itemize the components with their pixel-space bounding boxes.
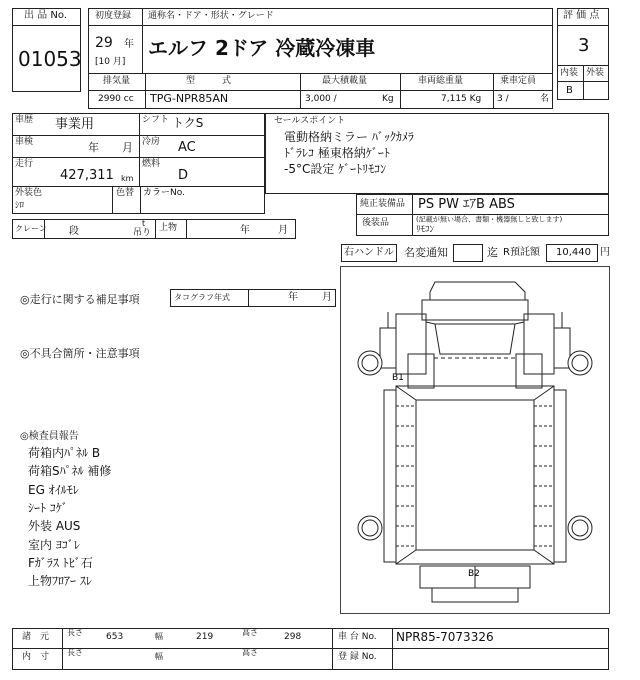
history-label: 車歴 <box>15 115 34 125</box>
crane-stage: 段 <box>69 226 79 237</box>
inspector-line: EG ｵｲﾙﾓﾚ <box>28 483 79 497</box>
crane-ton: t <box>142 219 146 228</box>
recycle-unit: 円 <box>600 247 610 258</box>
inspector-line: Fｶﾞﾗｽ ﾄﾋﾞ石 <box>28 556 93 570</box>
capacity-value: 3 / <box>497 94 509 104</box>
inspection-label: 車検 <box>15 137 34 147</box>
genuine-equipment-value: PS PW ｴｱB ABS <box>418 197 515 212</box>
length-value: 653 <box>106 632 124 642</box>
shift-label: シフト <box>142 115 170 125</box>
inspector-line: 外装 AUS <box>28 519 81 533</box>
specs-label: 諸 元 <box>22 632 50 642</box>
max-load-label: 最大積載量 <box>322 76 368 86</box>
max-load-value: 3,000 / <box>305 94 337 104</box>
sales-points-label: セールスポイント <box>274 116 346 126</box>
ac-value: AC <box>178 140 196 155</box>
chassis-value: NPR85-7073326 <box>396 630 494 644</box>
inspector-line: 室内 ﾖｺﾞﾚ <box>28 538 80 552</box>
grade-value: 3 <box>578 35 590 56</box>
gross-weight-value: 7,115 Kg <box>441 94 482 104</box>
length-label: 長さ <box>67 628 83 637</box>
first-reg-year: 29 <box>95 35 113 51</box>
aftermarket-label: 後装品 <box>362 218 390 228</box>
upper-year: 年 <box>240 225 250 236</box>
crane-row-box <box>12 219 296 239</box>
grade-label: 評 価 点 <box>563 10 600 21</box>
color-number-label: カラーNo. <box>143 188 185 198</box>
upper-label: 上物 <box>159 223 178 233</box>
lot-label: 出 品 No. <box>24 10 67 21</box>
crane-hang: 吊り <box>133 228 152 238</box>
damage-mark-b2: B2 <box>468 569 480 579</box>
history-value: 事業用 <box>55 117 95 132</box>
sales-point-line: ﾄﾞﾗﾚｺ 極東格納ｹﾞｰﾄ <box>284 146 390 160</box>
first-reg-label: 初度登録 <box>95 11 132 21</box>
inspector-line: ｼｰﾄ ｺｹﾞ <box>28 501 68 515</box>
width-value: 219 <box>196 632 214 642</box>
color-change-label: 色替 <box>116 188 135 198</box>
inner-height-label: 高さ <box>242 648 258 657</box>
registration-label: 登 録 No. <box>338 652 377 662</box>
inner-length-label: 長さ <box>67 648 83 657</box>
recycle-label: R預託額 <box>503 247 540 258</box>
sales-point-line: 電動格納ミラー ﾊﾞｯｸｶﾒﾗ <box>284 130 414 144</box>
interior-grade: B <box>566 85 573 96</box>
steering-value: 右ハンドル <box>344 247 394 258</box>
car-name-label: 通称名・ドア・形状・グレード <box>148 11 274 21</box>
car-name: エルフ 2ドア 冷蔵冷凍車 <box>148 36 376 60</box>
inner-dims-label: 内 寸 <box>22 652 50 662</box>
ac-label: 冷房 <box>142 137 161 147</box>
gross-weight-label: 車両総重量 <box>418 76 464 86</box>
upper-month: 月 <box>278 225 288 236</box>
tachograph-year: 年 <box>288 292 298 303</box>
mileage-unit: km <box>121 174 134 183</box>
max-load-unit: Kg <box>382 94 394 104</box>
model-value: TPG-NPR85AN <box>150 92 229 105</box>
inspector-report-label: ◎検査員報告 <box>20 431 79 442</box>
aftermarket-value: ﾘﾓｺﾝ <box>416 225 435 235</box>
inner-width-label: 幅 <box>155 652 163 661</box>
capacity-unit: 名 <box>540 94 550 104</box>
model-label: 型 式 <box>186 76 232 86</box>
ext-color-label: 外装色 <box>15 188 43 198</box>
ext-color-value: ｼﾛ <box>15 201 25 211</box>
first-reg-year-unit: 年 <box>124 39 134 50</box>
exterior-label: 外装 <box>586 68 605 78</box>
dimensions-box <box>12 628 609 670</box>
sales-point-line: -5°C設定 ｹﾞｰﾄﾘﾓｺﾝ <box>284 162 387 176</box>
defects-label: ◎不具合箇所・注意事項 <box>20 347 140 360</box>
height-value: 298 <box>284 632 302 642</box>
inspector-line: 荷箱Sﾊﾟﾈﾙ 補修 <box>28 464 112 478</box>
truck-diagram <box>340 266 610 614</box>
capacity-label: 乗車定員 <box>500 76 537 86</box>
inspection-year: 年 <box>88 141 99 154</box>
driving-notes-label: ◎走行に関する補足事項 <box>20 293 140 306</box>
mileage-label: 走行 <box>15 159 34 169</box>
fuel-label: 燃料 <box>142 159 161 169</box>
mileage-value: 427,311 <box>60 168 114 183</box>
lot-number: 01053 <box>18 47 82 71</box>
inspection-month: 月 <box>122 141 133 154</box>
displacement-value: 2990 cc <box>98 94 134 104</box>
recycle-amount: 10,440 <box>556 247 591 258</box>
genuine-equipment-label: 純正装備品 <box>360 199 406 209</box>
name-change-label: 名変通知 <box>404 246 448 259</box>
chassis-label: 車 台 No. <box>338 632 377 642</box>
interior-label: 内装 <box>560 68 579 78</box>
deadline-label: 迄 <box>487 246 498 259</box>
width-label: 幅 <box>155 632 163 641</box>
inspector-line: 荷箱内ﾊﾟﾈﾙ B <box>28 446 101 460</box>
first-reg-month: [10 月] <box>95 57 126 67</box>
fuel-value: D <box>178 168 189 183</box>
height-label: 高さ <box>242 628 258 637</box>
name-change-deadline-box <box>453 244 483 262</box>
displacement-label: 排気量 <box>103 76 131 86</box>
shift-value: トクS <box>172 116 204 130</box>
tachograph-month: 月 <box>322 292 332 303</box>
crane-label: クレーン <box>15 224 47 233</box>
damage-mark-b1: B1 <box>392 373 404 383</box>
inspector-line: 上物ﾌﾛｱｰ ｽﾚ <box>28 574 92 588</box>
tachograph-label: タコグラフ年式 <box>174 293 230 302</box>
aftermarket-note: (記載が無い場合、書類・機器無しと致します) <box>416 215 563 224</box>
